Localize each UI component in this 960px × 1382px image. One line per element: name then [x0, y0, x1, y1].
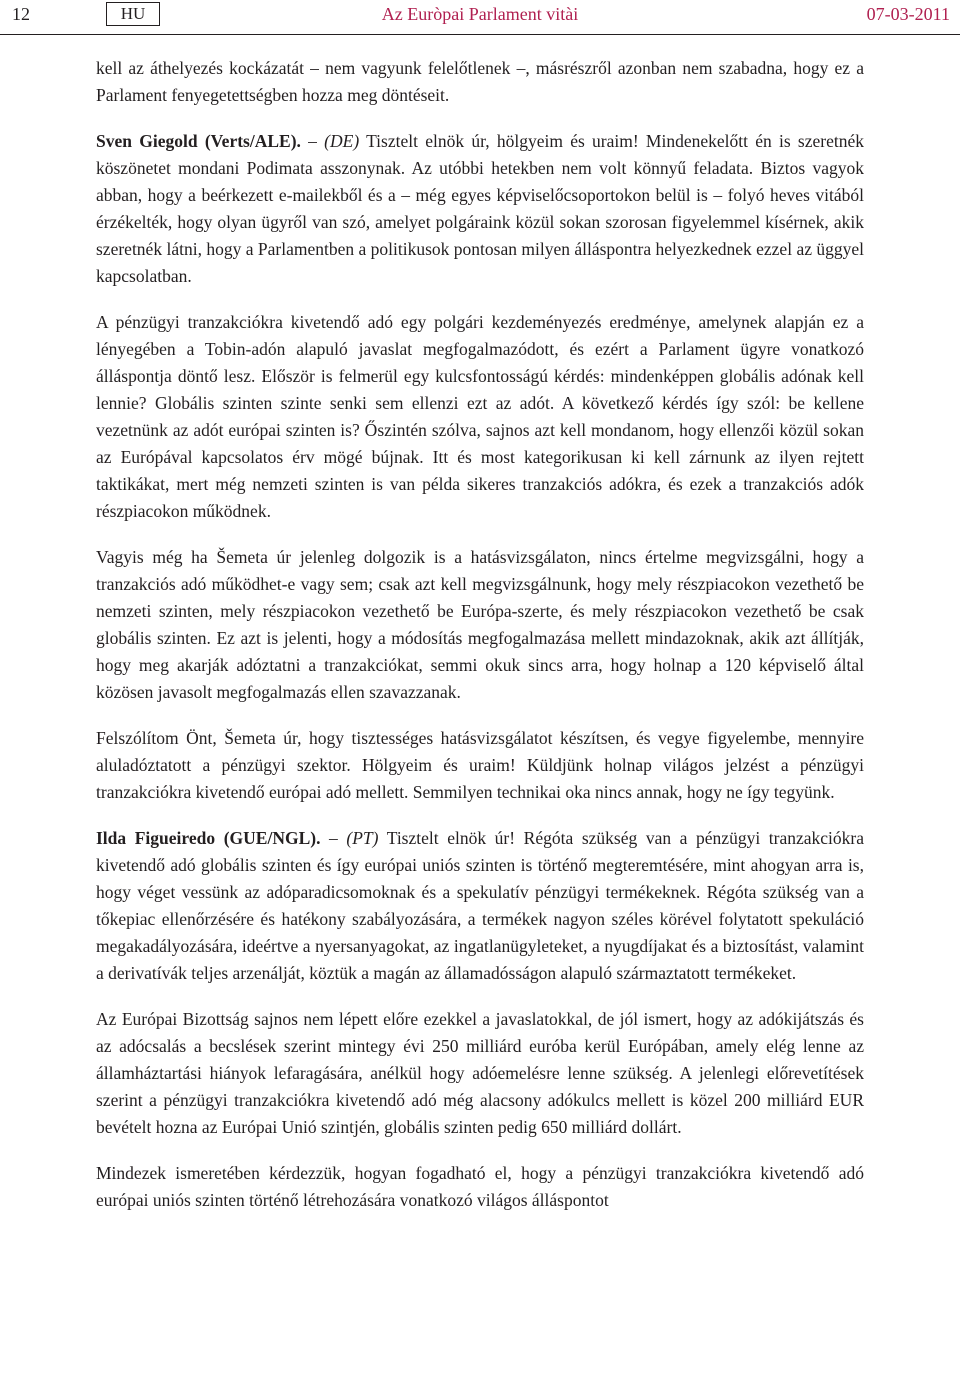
paragraph [96, 55, 864, 109]
paragraph-text: Felszólítom Önt, Šemeta úr, hogy tisztességes hatásvizsgálatot készítsen, és vegye figyelembe, mennyire aluladóztatott a pénzügyi szektor. Hölgyeim és uraim! Küldjünk holnap világos jelzést a pénzügyi tranzakciókra kivetendő európai adó mellett. Semmilyen technikai oka nincs annak, hogy ne így tegyünk. [96, 728, 864, 802]
paragraph-text: kell az áthelyezés kockázatát – nem vagyunk felelőtlenek –, másrészről azonban nem szabadna, hogy ez a Parlament fenyegetettségben hozza meg döntéseit. [96, 58, 864, 105]
speech-paragraph [96, 128, 864, 290]
speech-language-code: (DE) [324, 131, 360, 151]
speech-language-code: (PT) [346, 828, 379, 848]
paragraph-text: A pénzügyi tranzakciókra kivetendő adó egy polgári kezdeményezés eredménye, amelynek alapján ez a lényegében a Tobin-adón alapuló javaslat megfogalmazódott, és ezért a Parlament ügyre vonatkozó álláspontja döntő lesz. Először is felmerül egy kulcsfontosságú kérdés: mindenképpen globális adónak kell lennie? Globális szinten szinte senki sem ellenzi ezt az adót. A következő kérdés így szól: be kellene vezetnünk az adót európai szinten is? Őszintén szólva, sajnos azt kell mondanom, hogy ellenzői közül sokan az Európával kapcsolatos érv mögé bújnak. Itt és most kategorikusan ki kell zárnunk az ilyen rejtett taktikákat, mert még nemzeti szinten is van példa sikeres tranzakciós adókra, és ezek a tranzakciós adók részpiacokon működnek. [96, 312, 864, 521]
paragraph [96, 309, 864, 525]
header-divider [0, 34, 960, 35]
document-body [96, 55, 864, 1233]
page-number: 12 [12, 4, 30, 24]
speaker-name: Sven Giegold (Verts/ALE). [96, 131, 301, 151]
speaker-name: Ilda Figueiredo (GUE/NGL). [96, 828, 321, 848]
paragraph [96, 725, 864, 806]
paragraph-text: Tisztelt elnök úr! Régóta szükség van a pénzügyi tranzakciókra kivetendő adó globális szinten és így európai uniós szinten is történő megteremtésére, mint ahogyan arra is, hogy véget vessünk az adóparadicsomoknak és a spekulatív pénzügyi termékeknek. Régóta szükség van a tőkepiac ellenőrzésére és hatékony szabályozására, a termékek nagyon széles körével folytatott spekuláció megakadályozására, ideértve a nyersanyagokat, az ingatlanügyleteket, a nyugdíjakat és a biztosítást, valamint a derivatívák teljes arzenálját, köztük a magán az államadósságon alapuló származtatott termékeket. [96, 828, 864, 983]
page-header [0, 0, 960, 32]
language-code-badge: HU [106, 2, 160, 26]
speech-dash: – [320, 828, 347, 848]
document-date: 07-03-2011 [866, 4, 950, 24]
document-title: Az Euròpai Parlament vitài [381, 4, 579, 24]
paragraph-text: Vagyis még ha Šemeta úr jelenleg dolgozik is a hatásvizsgálaton, nincs értelme megvizsgálni, hogy a tranzakciós adó működhet-e vagy sem; csak azt kell megvizsgálnunk, hogy mely részpiacokon vezethető be nemzeti szinten, mely részpiacokon vezethető be Európa-szerte, és mely részpiacokon vezethető be csak globális szinten. Ez azt is jelenti, hogy a módosítás megfogalmazása mellett mindazoknak, akik azt állítják, hogy meg akarják adóztatni a tranzakciókat, semmi okuk sincs arra, hogy holnap a 120 képviselő által közösen javasolt megfogalmazás ellen szavazzanak. [96, 547, 864, 702]
paragraph [96, 544, 864, 706]
speech-dash: – [300, 131, 325, 151]
paragraph-text: Tisztelt elnök úr, hölgyeim és uraim! Mindenekelőtt én is szeretnék köszönetet mondani Podimata asszonynak. Az utóbbi hetekben nem volt könnyű feladata. Biztos vagyok abban, hogy a beérkezett e-mailekből és a – még egyes képviselőcsoportokon belül is – folyó heves vitából érzékelték, hogy olyan ügyről van szó, amelyet polgáraink közül sokan szorosan figyelemmel kísérnek, akik szeretnék látni, hogy a Parlamentben a politikusok pontosan milyen álláspontra helyezkednek ezzel az üggyel kapcsolatban. [96, 131, 864, 286]
paragraph-text: Mindezek ismeretében kérdezzük, hogyan fogadható el, hogy a pénzügyi tranzakciókra kivetendő adó európai uniós szinten történő létrehozására vonatkozó világos álláspontot [96, 1163, 864, 1210]
paragraph [96, 1006, 864, 1141]
paragraph [96, 1160, 864, 1214]
paragraph-text: Az Európai Bizottság sajnos nem lépett előre ezekkel a javaslatokkal, de jól ismert, hogy az adókijátszás és az adócsalás a becslések szerint mintegy évi 250 milliárd euróba kerül Európában, amely elég lenne az államháztartási hiányok lefaragására, anélkül hogy adóemelésre lenne szükség. A jelenlegi előrevetítések szerint a pénzügyi tranzakciókra kivetendő adó még alacsony adókulcs mellett is közel 200 milliárd EUR bevételt hozna az Európai Unió szintjén, globális szinten pedig 650 milliárd dollárt. [96, 1009, 864, 1137]
speech-paragraph [96, 825, 864, 987]
